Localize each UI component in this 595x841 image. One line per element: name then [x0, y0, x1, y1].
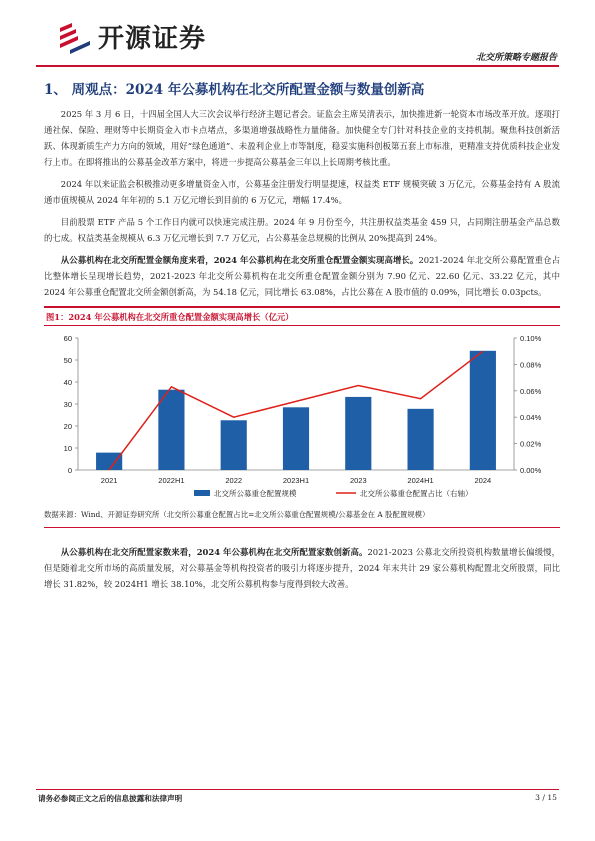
- report-type: 北交所策略专题报告: [475, 53, 557, 63]
- figure-source: 数据来源：Wind、开源证券研究所（北交所公募重仓配置占比=北交所公募重仓配置规模/公募基金在 A 股配置规模）: [44, 508, 560, 528]
- x-tick-label: 2024H1: [407, 476, 434, 485]
- legend-swatch-bar: [194, 490, 210, 496]
- bar-2024H1: [407, 409, 433, 470]
- y-right-tick-label: 0.08%: [520, 360, 542, 370]
- bar-2023H1: [283, 407, 309, 470]
- y-left-tick-label: 10: [63, 444, 72, 453]
- main-content: [44, 78, 560, 598]
- y-right-tick-label: 0.06%: [520, 386, 542, 396]
- paragraph-4: [44, 252, 560, 300]
- paragraph-5-lead: 从公募机构在北交所配置家数来看，2024 年公募机构在北交所配置家数创新高。: [60, 547, 368, 557]
- x-tick-label: 2023: [349, 476, 367, 485]
- section-title: 1、 周观点：2024 年公募机构在北交所配置金额与数量创新高: [44, 82, 425, 98]
- bar-2022H1: [158, 390, 184, 470]
- legend-label-bar: 北交所公募重仓配置规模: [214, 489, 297, 498]
- bar-2022: [221, 420, 247, 470]
- y-right-tick-label: 0.10%: [520, 334, 542, 343]
- y-left-tick-label: 30: [63, 400, 72, 409]
- x-tick-label: 2021: [100, 476, 118, 485]
- legend-label-line: 北交所公募重仓配置占比（右轴）: [360, 489, 473, 498]
- footer-divider: [36, 789, 559, 790]
- paragraph-5: [44, 544, 560, 592]
- x-tick-label: 2023H1: [282, 476, 310, 485]
- paragraph-4-body: 2021-2024 年北交所公募配置重仓占比整体增长呈现增长趋势，2021-2023 年北交所公募机构在北交所重仓配置金额分别为 7.90 亿元、22.60 亿元、33.22 亿元，其中 2024 年公募重仓配置北交所金额创新高，为 54.18 亿元，同比增长 63.08%，占比公募在 A 股市值的 0.09%，同比增长 0.03pcts。: [44, 255, 560, 297]
- y-left-tick-label: 60: [63, 334, 72, 343]
- y-right-tick-label: 0.00%: [520, 466, 542, 475]
- y-right-tick-label: 0.04%: [520, 413, 542, 423]
- header-divider: [36, 65, 559, 67]
- bar-2024: [470, 351, 496, 470]
- y-left-tick-label: 0: [67, 466, 72, 475]
- paragraph-3: 目前股票 ETF 产品 5 个工作日内就可以快速完成注册。2024 年 9 月份至今，共注册权益类基金 459 只，占同期注册基金产品总数的七成。权益类基金规模从 6.3 万亿元增长到 7.7 万亿元，占公募基金总规模的比例从 20%提高到 24%。: [44, 217, 560, 243]
- x-tick-label: 2024: [474, 476, 492, 485]
- x-tick-label: 2022H1: [158, 476, 185, 485]
- paragraph-4-lead: 从公募机构在北交所配置金额角度来看，2024 年公募机构在北交所重仓配置金额实现高增长。: [60, 255, 419, 265]
- paragraph-1: 2025 年 3 月 6 日，十四届全国人大三次会议举行经济主题记者会。证监会主席吴清表示，加快推进新一轮资本市场改革开放。逐项打通社保、保险、理财等中长期资金入市卡点堵点，多渠道增强战略性力量储备。加快健全专门针对科技企业的支持机制。聚焦科技创新活跃、体现新质生产力方向的领域，用好“绿色通道”、未盈利企业上市等制度，稳妥实施科创板第五套上市标准，更精准支持优质科技企业发行上市。在即将推出的公募基金改革方案中，将进一步提高公募基金三年以上长周期考核比重。: [44, 109, 560, 167]
- combo-chart: [44, 328, 560, 506]
- y-right-tick-label: 0.02%: [520, 439, 542, 449]
- y-left-tick-label: 50: [63, 356, 72, 365]
- paragraph-5-body: 2021-2023 公募北交所投资机构数量增长偏缓慢，但是随着北交所市场的高质量发展，对公募基金等机构投资者的吸引力将逐步提升，2024 年末共计 29 家公募机构配置北交所股票，同比增长 31.82%，较 2024H1 增长 38.10%，北交所公募机构参与度得到较大改善。: [44, 547, 560, 589]
- bar-2023: [345, 397, 371, 470]
- bar-2021: [96, 453, 122, 470]
- page-number: 3 / 15: [535, 793, 557, 802]
- y-left-tick-label: 40: [63, 378, 72, 387]
- footer-disclaimer: 请务必参阅正文之后的信息披露和法律声明: [38, 794, 183, 803]
- figure-title: 图1：2024 年公募机构在北交所重仓配置金额实现高增长（亿元）: [44, 306, 560, 326]
- page-header: [0, 0, 595, 70]
- y-left-tick-label: 20: [63, 422, 72, 431]
- chart-container: [44, 328, 560, 506]
- x-tick-label: 2022: [225, 476, 243, 485]
- paragraph-2: 2024 年以来证监会积极推动更多增量资金入市，公募基金注册发行明显提速，权益类 ETF 规模突破 3 万亿元，公募基金持有 A 股流通市值规模从 2024 年年初的 5.1 万亿元增长到目前的 6 万亿元，增幅 17.4%。: [44, 179, 560, 205]
- logo-text: 开源证券: [98, 24, 207, 54]
- brand-logo: [56, 18, 206, 55]
- logo-mark-icon: [56, 20, 94, 54]
